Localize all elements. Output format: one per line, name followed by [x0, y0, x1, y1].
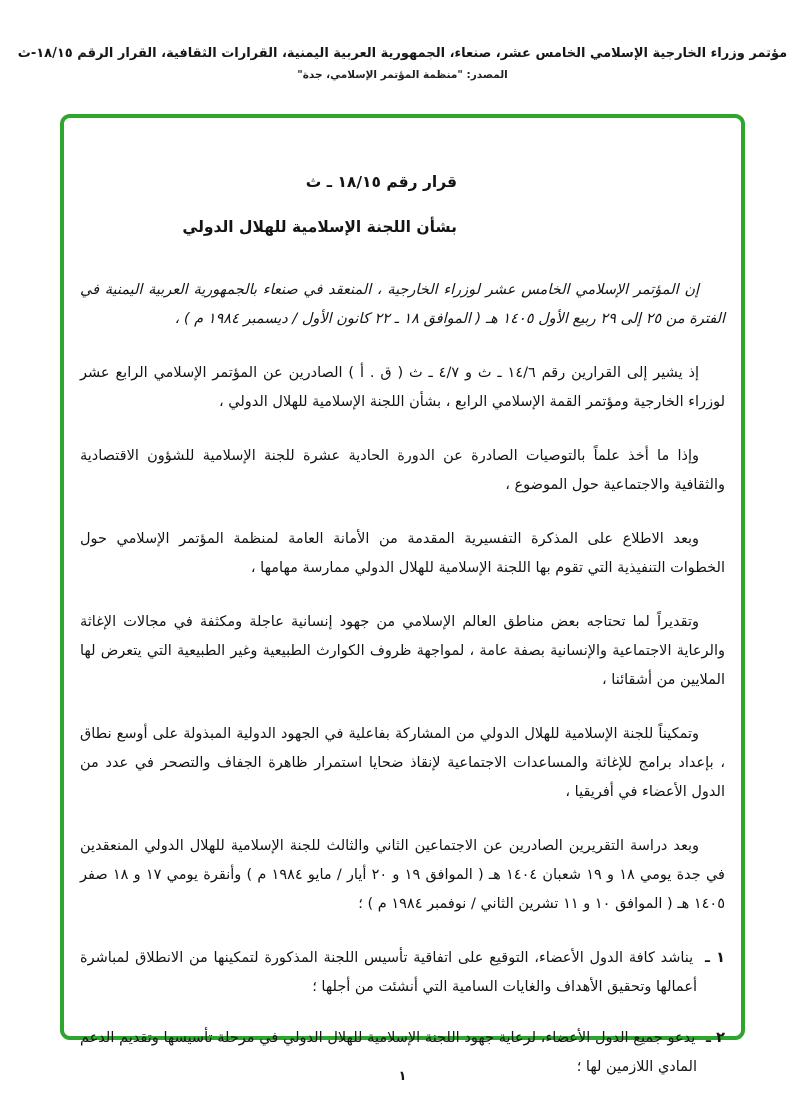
list-item-2-number: ٢ ـ: [706, 1030, 726, 1046]
scan-content: [64, 118, 741, 1082]
paragraph-enabling: وتمكيناً للجنة الإسلامية للهلال الدولي من المشاركة بفاعلية في الجهود الدولية المبذولة على أوسع نطاق ، بإعداد برامج للإغاثة والمساعدات الاجتماعية لإنقاذ ضحايا استمرار ظاهرة الجفاف والتصحر في عدد من الدول الأعضاء في أفريقيا ،: [80, 726, 725, 800]
paragraph-after-study: وبعد دراسة التقريرين الصادرين عن الاجتماعين الثاني والثالث للجنة الإسلامية للهلال الدولي المنعقدين في جدة يومي ١٨ و ١٩ شعبان ١٤٠٤ هـ ( الموافق ١٩ و ٢٠ أيار / مايو ١٩٨٤ م ) وأنقرة يومي ١٧ و ١٨ صفر ١٤٠٥ هـ ( الموافق ١٠ و ١١ تشرين الثاني / نوفمبر ١٩٨٤ م ) ؛: [80, 838, 725, 912]
page-number: ١: [398, 1069, 407, 1084]
resolution-heading: [80, 168, 725, 242]
resolution-title: قرار رقم ١٨/١٥ ـ ث: [305, 173, 457, 191]
scan-frame: [60, 114, 745, 1075]
resolution-subtitle: بشأن اللجنة الإسلامية للهلال الدولي: [182, 218, 457, 236]
paragraph-having-reviewed: وبعد الاطلاع على المذكرة التفسيرية المقدمة من الأمانة العامة لمنظمة المؤتمر الإسلامي حول الخطوات التنفيذية التي تقوم بها اللجنة الإسلامية للهلال الدولي ممارسة مهامها ،: [80, 531, 725, 576]
list-item-2-text: يدعو جميع الدول الأعضاء، لرعاية جهود اللجنة الإسلامية للهلال الدولي في مرحلة تأسيسها وتقديم الدعم المادي اللازمين لها ؛: [80, 1030, 697, 1075]
list-item-1-number: ١ ـ: [704, 950, 725, 966]
paragraph-recalling: إذ يشير إلى القرارين رقم ١٤/٦ ـ ث و ٤/٧ ـ ث ( ق . أ ) الصادرين عن المؤتمر الإسلامي الرابع عشر لوزراء الخارجية ومؤتمر القمة الإسلامي الرابع ، بشأن اللجنة الإسلامية للهلال الدولي ،: [80, 365, 725, 410]
paragraph-preamble: إن المؤتمر الإسلامي الخامس عشر لوزراء الخارجية ، المنعقد في صنعاء بالجمهورية العربية اليمنية في الفترة من ٢٥ إلى ٢٩ ربيع الأول ١٤٠٥ هـ ( الموافق ١٨ ـ ٢٢ كانون الأول / ديسمبر ١٩٨٤ م ) ،: [80, 282, 725, 327]
paragraph-appreciating: وتقديراً لما تحتاجه بعض مناطق العالم الإسلامي من جهود إنسانية عاجلة ومكثفة في مجالات الإغاثة والرعاية الاجتماعية والإنسانية بصفة عامة ، لمواجهة ظروف الكوارث الطبيعية وغير الطبيعية التي يتعرض لها الملايين من أشقائنا ،: [80, 614, 725, 688]
header-source: المصدر: "منظمة المؤتمر الإسلامي، جدة": [297, 69, 508, 81]
list-item-1-text: يناشد كافة الدول الأعضاء، التوقيع على اتفاقية تأسيس اللجنة المذكورة لتمكينها من الانطلاق لمباشرة أعمالها وتحقيق الأهداف والغايات السامية التي أنشئت من أجلها ؛: [80, 950, 697, 995]
header-title: مؤتمر وزراء الخارجية الإسلامي الخامس عشر، صنعاء، الجمهورية العربية اليمنية، القرارات الثقافية، القرار الرقم ١٨/١٥-ث: [17, 46, 788, 61]
document-header: [0, 46, 805, 81]
paragraph-noting: وإذا ما أخذ علماً بالتوصيات الصادرة عن الدورة الحادية عشرة للجنة الإسلامية للشؤون الاقتصادية والثقافية والاجتماعية حول الموضوع ،: [80, 448, 725, 493]
list-item-1: [80, 944, 725, 1002]
